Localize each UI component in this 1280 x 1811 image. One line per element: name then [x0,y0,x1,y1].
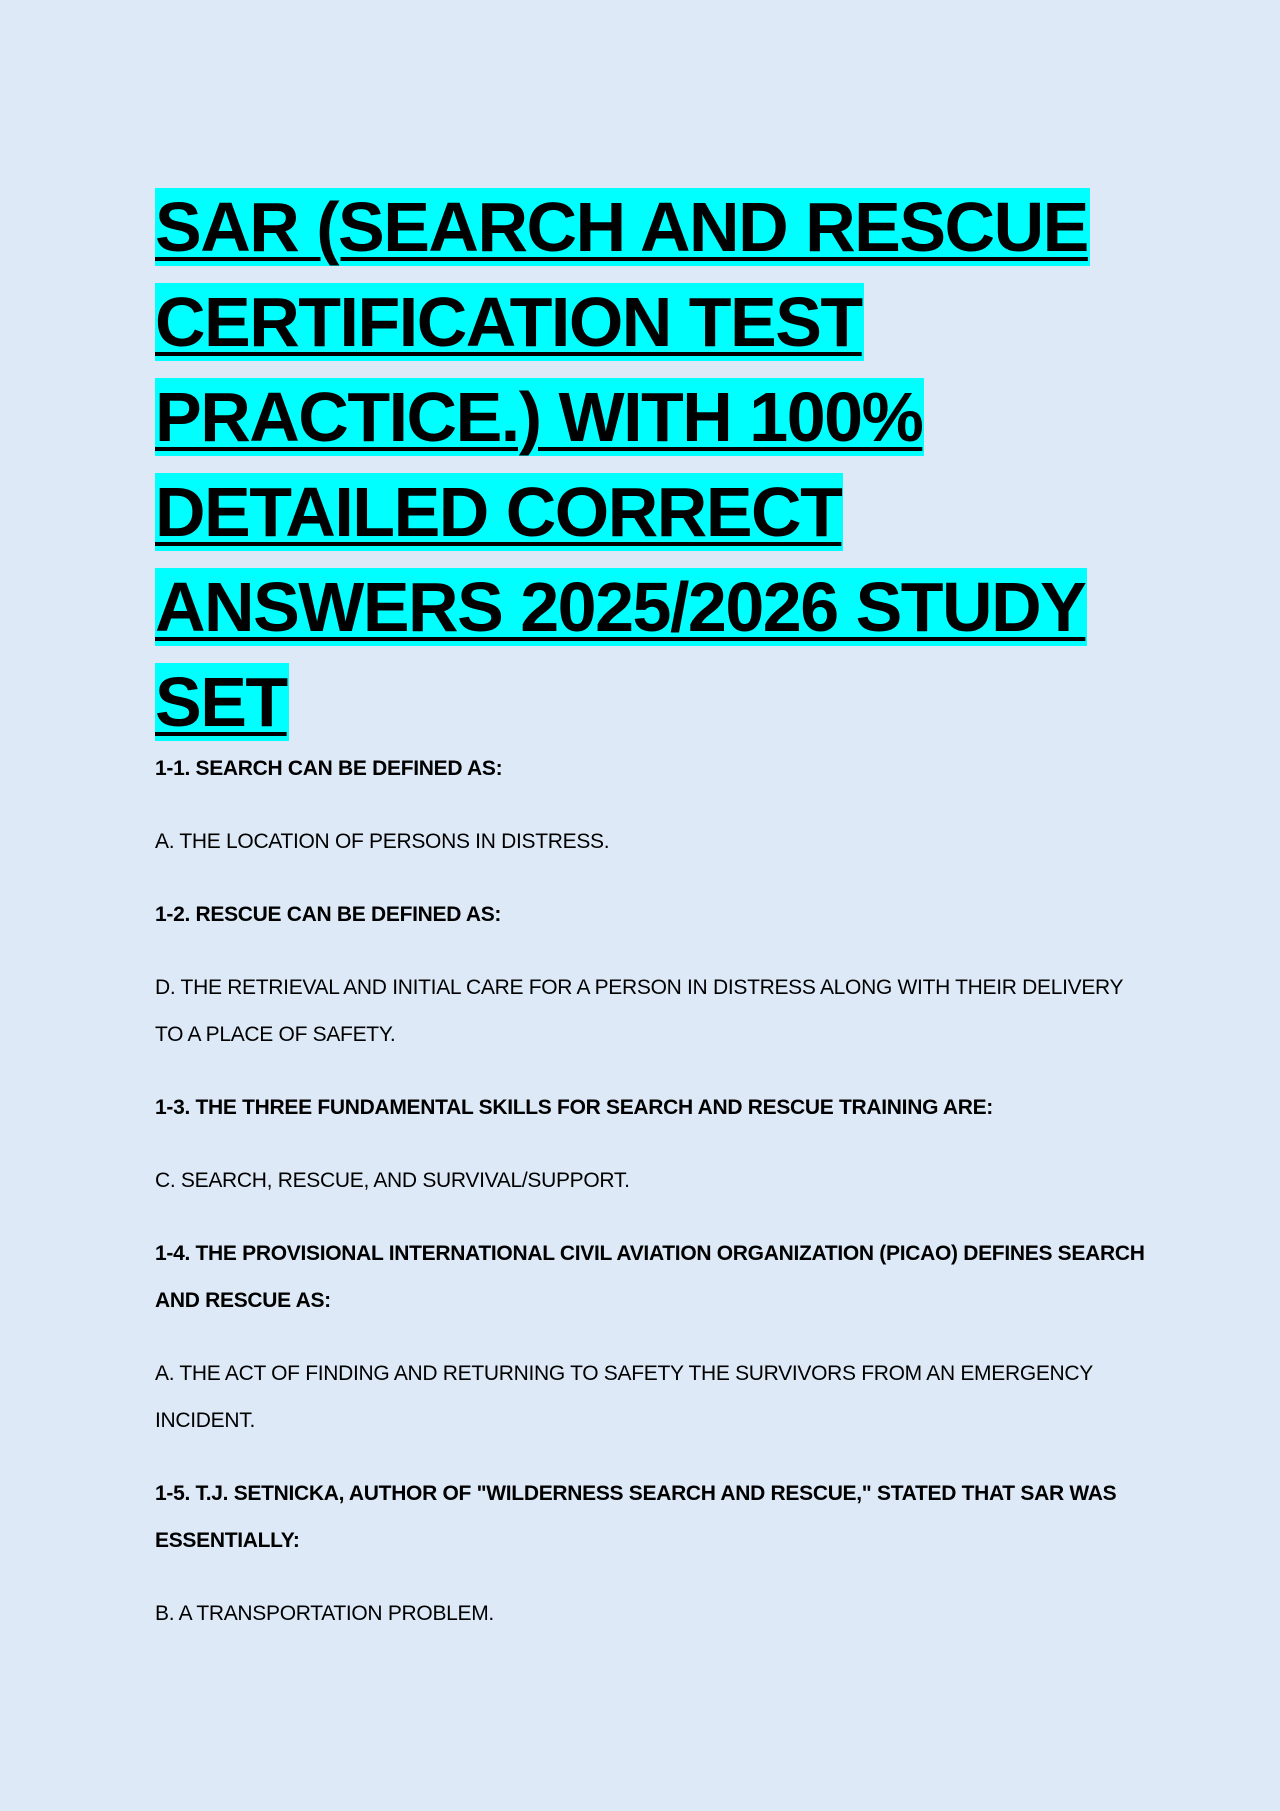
answer-text: A. THE LOCATION OF PERSONS IN DISTRESS. [155,830,610,853]
qa-item [155,1084,1155,1204]
question-answer-list [155,745,1155,1663]
qa-item [155,1230,1155,1444]
qa-item [155,891,1155,1058]
question-text: 1-2. RESCUE CAN BE DEFINED AS: [155,903,502,926]
qa-item [155,1470,1155,1637]
answer-text: B. A TRANSPORTATION PROBLEM. [155,1602,494,1625]
qa-item [155,745,1155,865]
answer-text: A. THE ACT OF FINDING AND RETURNING TO SAFETY THE SURVIVORS FROM AN EMERGENCY INCIDENT. [155,1362,1093,1432]
document-title [155,180,1165,750]
answer-text: C. SEARCH, RESCUE, AND SURVIVAL/SUPPORT. [155,1169,630,1192]
question-text: 1-3. THE THREE FUNDAMENTAL SKILLS FOR SEARCH AND RESCUE TRAINING ARE: [155,1096,993,1119]
answer-text: D. THE RETRIEVAL AND INITIAL CARE FOR A PERSON IN DISTRESS ALONG WITH THEIR DELIVERY TO A PLACE OF SAFETY. [155,976,1123,1046]
document-title-highlight: SAR (SEARCH AND RESCUE CERTIFICATION TEST PRACTICE.) WITH 100% DETAILED CORRECT ANSWERS 2025/2026 STUDY SET [155,188,1088,741]
question-text: 1-4. THE PROVISIONAL INTERNATIONAL CIVIL AVIATION ORGANIZATION (PICAO) DEFINES SEARCH AND RESCUE AS: [155,1242,1145,1312]
question-text: 1-1. SEARCH CAN BE DEFINED AS: [155,757,503,780]
question-text: 1-5. T.J. SETNICKA, AUTHOR OF "WILDERNESS SEARCH AND RESCUE," STATED THAT SAR WAS ESSENTIALLY: [155,1482,1117,1552]
